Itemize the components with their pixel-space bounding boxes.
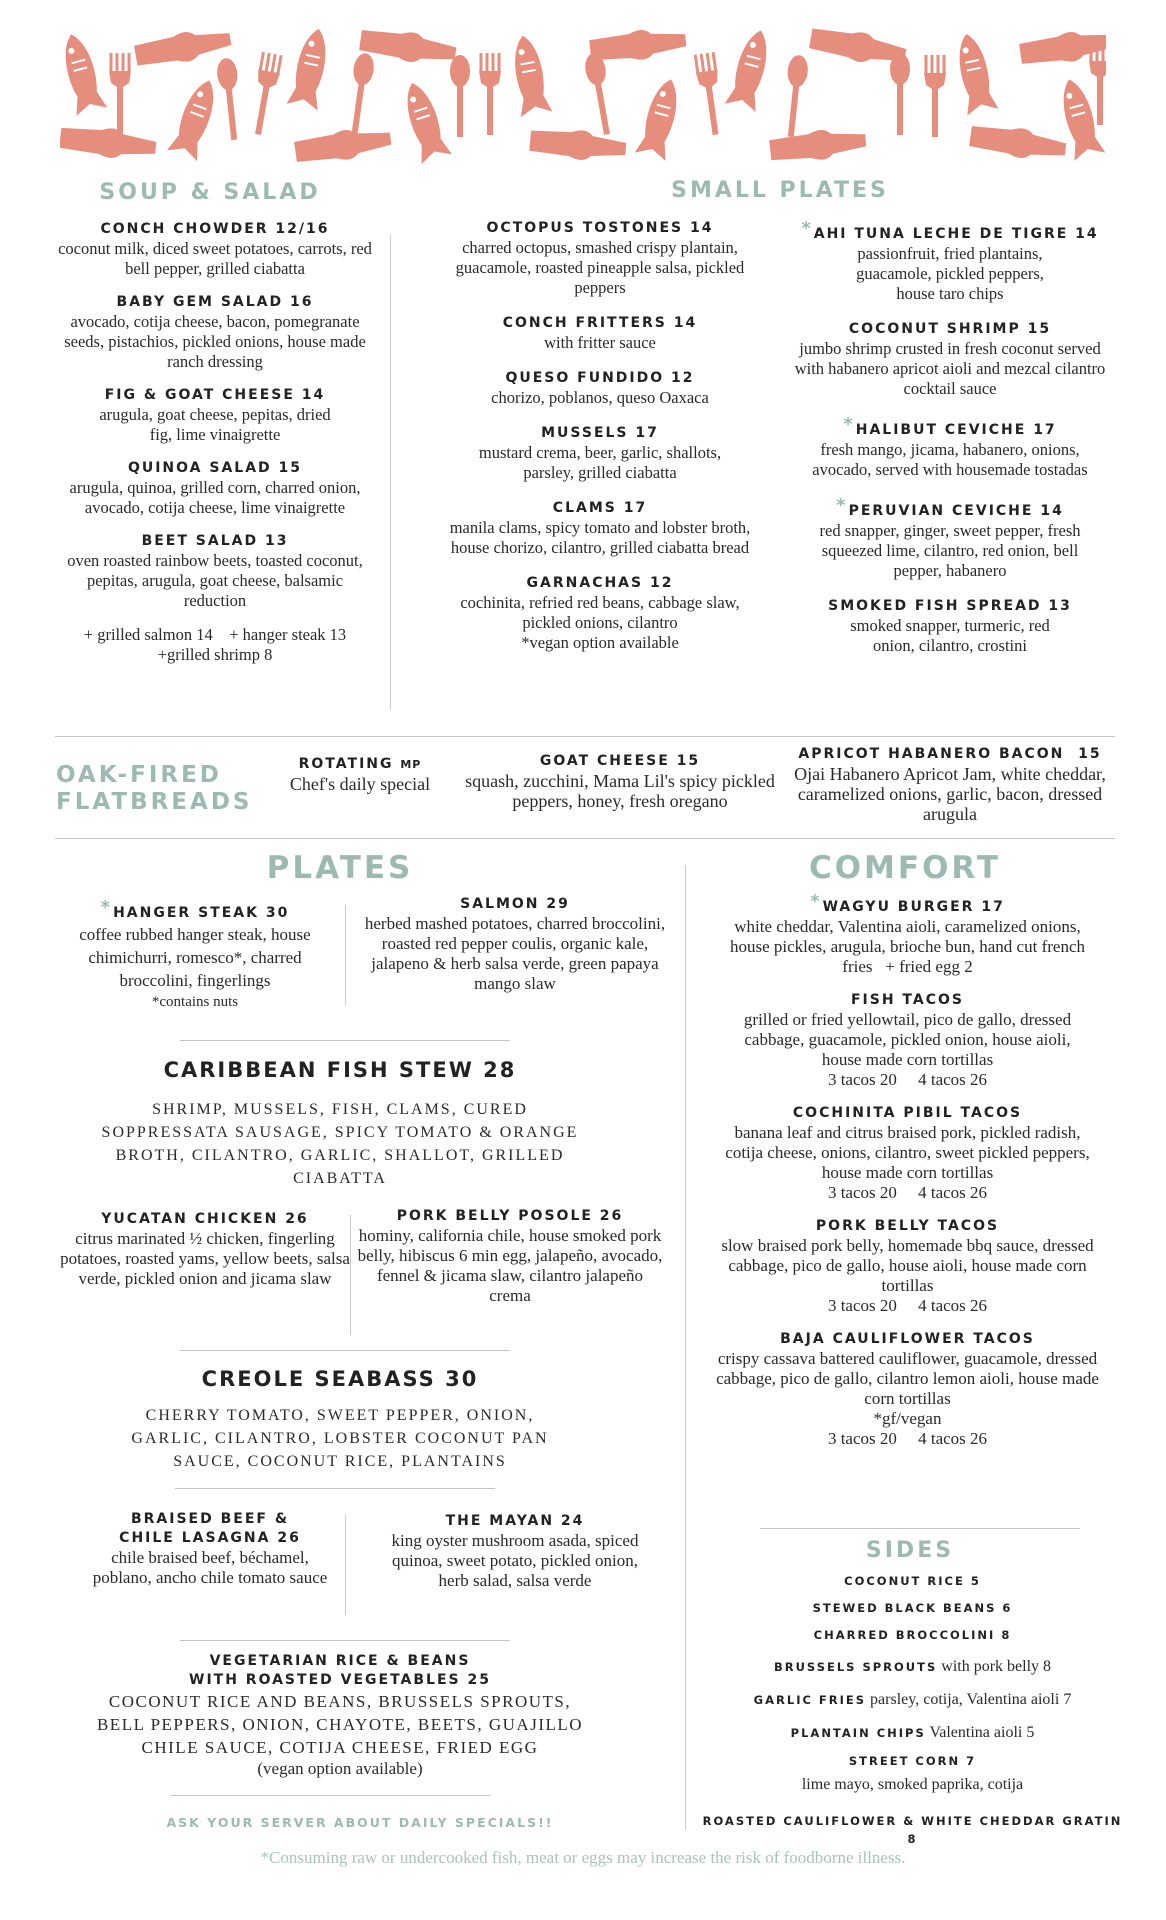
item-desc: manila clams, spicy tomato and lobster broth, house chorizo, cilantro, grilled ciabatta bread <box>449 518 751 557</box>
list-item <box>55 386 375 445</box>
item-note: *vegan option available <box>521 633 679 652</box>
small-plates-col-1 <box>420 219 780 653</box>
divider <box>350 1215 351 1335</box>
item-name: GARNACHAS 12 <box>526 575 674 591</box>
list-item <box>785 745 1115 824</box>
side-name: BRUSSELS SPROUTS <box>773 1660 938 1674</box>
divider <box>180 1040 510 1041</box>
item-price: MP <box>400 758 422 771</box>
item-note: *gf/vegan <box>873 1409 942 1428</box>
item-prices: 3 tacos 20 4 tacos 26 <box>827 1429 988 1448</box>
item-name: GOAT CHEESE 15 <box>539 753 701 769</box>
raw-star-icon: * <box>836 495 848 516</box>
divider <box>55 736 1115 737</box>
item-desc: jumbo shrimp crusted in fresh coconut served with habanero apricot aioli and mezcal cilantro cocktail sauce <box>794 339 1106 398</box>
item-desc: COCONUT RICE AND BEANS, BRUSSELS SPROUTS, BELL PEPPERS, ONION, CHAYOTE, BEETS, GUAJILLO CHILE SAUCE, COTIJA CHEESE, FRIED EGG <box>96 1692 584 1757</box>
item-desc: mustard crema, beer, garlic, shallots, parsley, grilled ciabatta <box>478 443 722 482</box>
lasagna-item <box>80 1510 340 1588</box>
item-desc: white cheddar, Valentina aioli, caramelized onions, house pickles, arugula, brioche bun, hand cut french fries + fried egg 2 <box>730 917 1090 976</box>
sides-list <box>700 1572 1125 1848</box>
item-desc: cochinita, refried red beans, cabbage slaw, pickled onions, cilantro <box>460 593 740 632</box>
item-name: COCONUT SHRIMP 15 <box>848 321 1052 337</box>
item-desc: squash, zucchini, Mama Lil's spicy pickled peppers, honey, fresh oregano <box>465 771 775 811</box>
item-name-line-1: BRAISED BEEF & <box>130 1511 290 1527</box>
item-desc: coffee rubbed hanger steak, house chimichurri, romesco*, charred broccolini, fingerlings <box>79 925 311 990</box>
item-name: CONCH FRITTERS 14 <box>502 315 698 331</box>
soup-salad-title: SOUP & SALAD <box>99 180 321 205</box>
list-item <box>700 1776 1125 1812</box>
list-item <box>700 1724 1125 1752</box>
list-item <box>260 755 460 794</box>
list-item <box>700 1572 1125 1599</box>
sides-title: SIDES <box>865 1538 955 1563</box>
item-name: SALMON 29 <box>460 896 570 912</box>
item-desc: red snapper, ginger, sweet pepper, fresh squeezed lime, cilantro, red onion, bell pepper, habanero <box>819 521 1081 580</box>
list-item <box>460 752 780 811</box>
bottle-icon <box>60 25 1106 165</box>
creole-seabass-name: CREOLE SEABASS 30 <box>201 1367 479 1391</box>
comfort-list <box>705 892 1110 1449</box>
flatbreads-title-line-1: OAK-FIRED <box>56 762 222 788</box>
divider <box>345 1515 346 1615</box>
list-item <box>705 1330 1110 1449</box>
creole-seabass-desc: CHERRY TOMATO, SWEET PEPPER, ONION, GARLIC, CILANTRO, LOBSTER COCONUT PAN SAUCE, COCONUT RICE, PLANTAINS <box>131 1407 549 1470</box>
side-desc: lime mayo, smoked paprika, cotija <box>801 1776 1024 1793</box>
item-name: THE MAYAN 24 <box>445 1513 585 1529</box>
item-desc: avocado, cotija cheese, bacon, pomegranate seeds, pistachios, pickled onions, house made ranch dressing <box>64 312 366 371</box>
item-name: QUINOA SALAD 15 <box>127 460 303 476</box>
list-item <box>705 1104 1110 1203</box>
list-item <box>420 574 780 653</box>
side-desc: with pork belly 8 <box>941 1658 1052 1675</box>
list-item <box>420 314 780 353</box>
raw-food-disclaimer: *Consuming raw or undercooked fish, meat or eggs may increase the risk of foodborne illness. <box>260 1848 906 1867</box>
raw-star-icon: * <box>810 891 822 912</box>
addons <box>55 625 375 665</box>
item-prices: 3 tacos 20 4 tacos 26 <box>827 1183 988 1202</box>
item-desc: banana leaf and citrus braised pork, pickled radish, cotija cheese, onions, cilantro, sweet pickled peppers, house made corn tortillas <box>725 1123 1090 1182</box>
side-desc: Valentina aioli 5 <box>929 1724 1035 1741</box>
divider <box>685 865 686 1830</box>
list-item <box>785 496 1115 581</box>
item-desc: with fritter sauce <box>544 333 656 352</box>
item-desc: citrus marinated ½ chicken, fingerling potatoes, roasted yams, yellow beets, salsa verde, pickled onion and jicama slaw <box>60 1229 350 1288</box>
list-item <box>705 892 1110 977</box>
list-item <box>700 1626 1125 1658</box>
list-item <box>420 424 780 483</box>
item-desc: arugula, quinoa, grilled corn, charred onion, avocado, cotija cheese, lime vinaigrette <box>69 478 361 517</box>
item-desc: crispy cassava battered cauliflower, guacamole, dressed cabbage, pico de gallo, cilantro lemon aioli, house made corn tortillas <box>716 1349 1099 1408</box>
item-desc: chile braised beef, béchamel, poblano, ancho chile tomato sauce <box>92 1548 328 1587</box>
list-item <box>785 219 1115 304</box>
item-name: AHI TUNA LECHE DE TIGRE 14 <box>813 226 1099 242</box>
divider <box>55 838 1115 839</box>
item-name-line-1: VEGETARIAN RICE & BEANS <box>209 1653 471 1669</box>
item-note: *contains nuts <box>151 994 239 1010</box>
plates-title: PLATES <box>266 850 414 886</box>
item-desc: smoked snapper, turmeric, red onion, cilantro, crostini <box>850 616 1050 655</box>
item-desc: charred octopus, smashed crispy plantain, guacamole, roasted pineapple salsa, pickled peppers <box>455 238 745 297</box>
item-desc: herbed mashed potatoes, charred broccolini, roasted red pepper coulis, organic kale, jalapeno & herb salsa verde, green papaya mango slaw <box>364 914 666 993</box>
side-name: STREET CORN 7 <box>848 1754 977 1768</box>
list-item <box>700 1752 1125 1776</box>
item-name: BEET SALAD 13 <box>141 533 289 549</box>
item-desc: oven roasted rainbow beets, toasted coconut, pepitas, arugula, goat cheese, balsamic reduction <box>67 551 363 610</box>
item-name: FIG & GOAT CHEESE 14 <box>104 387 326 403</box>
item-name: HANGER STEAK 30 <box>113 905 290 921</box>
small-plates-title: SMALL PLATES <box>671 178 889 203</box>
item-note: (vegan option available) <box>257 1759 423 1778</box>
list-item <box>55 220 375 279</box>
list-item <box>55 459 375 518</box>
divider <box>180 1640 510 1641</box>
comfort-title: COMFORT <box>808 850 1002 886</box>
list-item <box>420 219 780 298</box>
item-name: PORK BELLY TACOS <box>815 1218 1000 1234</box>
item-name: OCTOPUS TOSTONES 14 <box>486 220 714 236</box>
mayan-item <box>380 1512 650 1591</box>
item-name: BAJA CAULIFLOWER TACOS <box>780 1331 1035 1347</box>
item-name: SMOKED FISH SPREAD 13 <box>828 598 1072 614</box>
item-name: QUESO FUNDIDO 12 <box>505 370 695 386</box>
item-name: WAGYU BURGER 17 <box>822 899 1005 915</box>
item-prices: 3 tacos 20 4 tacos 26 <box>827 1296 988 1315</box>
item-name: CLAMS 17 <box>552 500 648 516</box>
item-name: FISH TACOS <box>850 992 964 1008</box>
list-item <box>785 320 1115 399</box>
item-name: PORK BELLY POSOLE 26 <box>396 1208 624 1224</box>
flatbreads-title-line-2: FLATBREADS <box>56 789 253 815</box>
specials-note: ASK YOUR SERVER ABOUT DAILY SPECIALS!! <box>166 1815 554 1830</box>
small-plates-col-2 <box>785 219 1115 656</box>
list-item <box>785 415 1115 480</box>
list-item <box>705 1217 1110 1316</box>
item-name: BABY GEM SALAD 16 <box>116 294 314 310</box>
list-item <box>700 1599 1125 1626</box>
raw-star-icon: * <box>801 218 813 239</box>
fish-stew-name: CARIBBEAN FISH STEW 28 <box>163 1058 517 1082</box>
side-name: STEWED BLACK BEANS 6 <box>812 1601 1013 1615</box>
divider <box>180 1350 510 1351</box>
raw-star-icon: * <box>100 897 113 918</box>
vegetarian-item <box>90 1652 590 1779</box>
list-item <box>700 1691 1125 1724</box>
pork-belly-posole-item <box>355 1207 665 1306</box>
list-item <box>700 1658 1125 1691</box>
item-desc: coconut milk, diced sweet potatoes, carrots, red bell pepper, grilled ciabatta <box>58 239 372 278</box>
soup-salad-list <box>55 220 375 665</box>
item-name: CONCH CHOWDER 12/16 <box>100 221 330 237</box>
list-item <box>55 532 375 611</box>
item-name: COCHINITA PIBIL TACOS <box>792 1105 1023 1121</box>
item-desc: grilled or fried yellowtail, pico de gallo, dressed cabbage, guacamole, pickled onion, house aioli, house made corn tortillas <box>743 1010 1072 1069</box>
yucatan-chicken-item <box>55 1210 355 1289</box>
side-name: COCONUT RICE 5 <box>844 1574 981 1588</box>
divider <box>390 235 391 710</box>
item-desc: Ojai Habanero Apricot Jam, white cheddar, caramelized onions, garlic, bacon, dressed arugula <box>794 764 1106 824</box>
divider <box>345 905 346 1005</box>
divider <box>170 1795 490 1796</box>
item-desc: chorizo, poblanos, queso Oaxaca <box>491 388 709 407</box>
fish-stew-desc: SHRIMP, MUSSELS, FISH, CLAMS, CURED SOPPRESSATA SAUSAGE, SPICY TOMATO & ORANGE BROTH, CILANTRO, GARLIC, SHALLOT, GRILLED CIABATTA <box>101 1101 579 1187</box>
divider <box>175 1488 495 1489</box>
side-name: PLANTAIN CHIPS <box>790 1726 926 1740</box>
addons-line-1: + grilled salmon 14 + hanger steak 13 <box>83 625 347 644</box>
item-name: HALIBUT CEVICHE 17 <box>855 422 1057 438</box>
divider <box>760 1528 1080 1529</box>
item-name: MUSSELS 17 <box>541 425 659 441</box>
flatbreads-title <box>56 762 256 816</box>
item-prices: 3 tacos 20 4 tacos 26 <box>827 1070 988 1089</box>
list-item <box>785 597 1115 656</box>
salmon-item <box>355 895 675 994</box>
list-item <box>420 499 780 558</box>
item-name: PERUVIAN CEVICHE 14 <box>848 503 1064 519</box>
side-name: CHARRED BROCCOLINI 8 <box>813 1628 1012 1642</box>
item-name: ROTATING <box>298 756 394 772</box>
hanger-steak-item <box>55 898 335 1012</box>
item-desc: slow braised pork belly, homemade bbq sauce, dressed cabbage, pico de gallo, house aioli, house made corn tortillas <box>721 1236 1094 1295</box>
item-desc: king oyster mushroom asada, spiced quinoa, sweet potato, pickled onion, herb salad, salsa verde <box>391 1531 639 1590</box>
side-name: ROASTED CAULIFLOWER & WHITE CHEDDAR GRATIN 8 <box>702 1814 1123 1846</box>
side-name: GARLIC FRIES <box>753 1693 867 1707</box>
list-item <box>420 369 780 408</box>
list-item <box>55 293 375 372</box>
item-desc: hominy, california chile, house smoked pork belly, hibiscus 6 min egg, jalapeño, avocado, fennel & jicama slaw, cilantro jalapeño crema <box>357 1226 663 1305</box>
item-desc: fresh mango, jicama, habanero, onions, avocado, served with housemade tostadas <box>812 440 1088 479</box>
decorative-banner <box>60 25 1106 165</box>
item-name-line-2: WITH ROASTED VEGETABLES 25 <box>189 1672 491 1688</box>
item-name: APRICOT HABANERO BACON 15 <box>798 746 1102 762</box>
side-desc: parsley, cotija, Valentina aioli 7 <box>870 1691 1072 1708</box>
list-item <box>700 1812 1125 1848</box>
list-item <box>705 991 1110 1090</box>
item-name: YUCATAN CHICKEN 26 <box>101 1211 309 1227</box>
item-desc: Chef's daily special <box>289 774 431 794</box>
item-desc: arugula, goat cheese, pepitas, dried fig, lime vinaigrette <box>99 405 331 444</box>
item-name-line-2: CHILE LASAGNA 26 <box>119 1530 301 1546</box>
raw-star-icon: * <box>843 414 855 435</box>
item-desc: passionfruit, fried plantains, guacamole, pickled peppers, house taro chips <box>856 244 1044 303</box>
addons-line-2: +grilled shrimp 8 <box>157 645 273 664</box>
